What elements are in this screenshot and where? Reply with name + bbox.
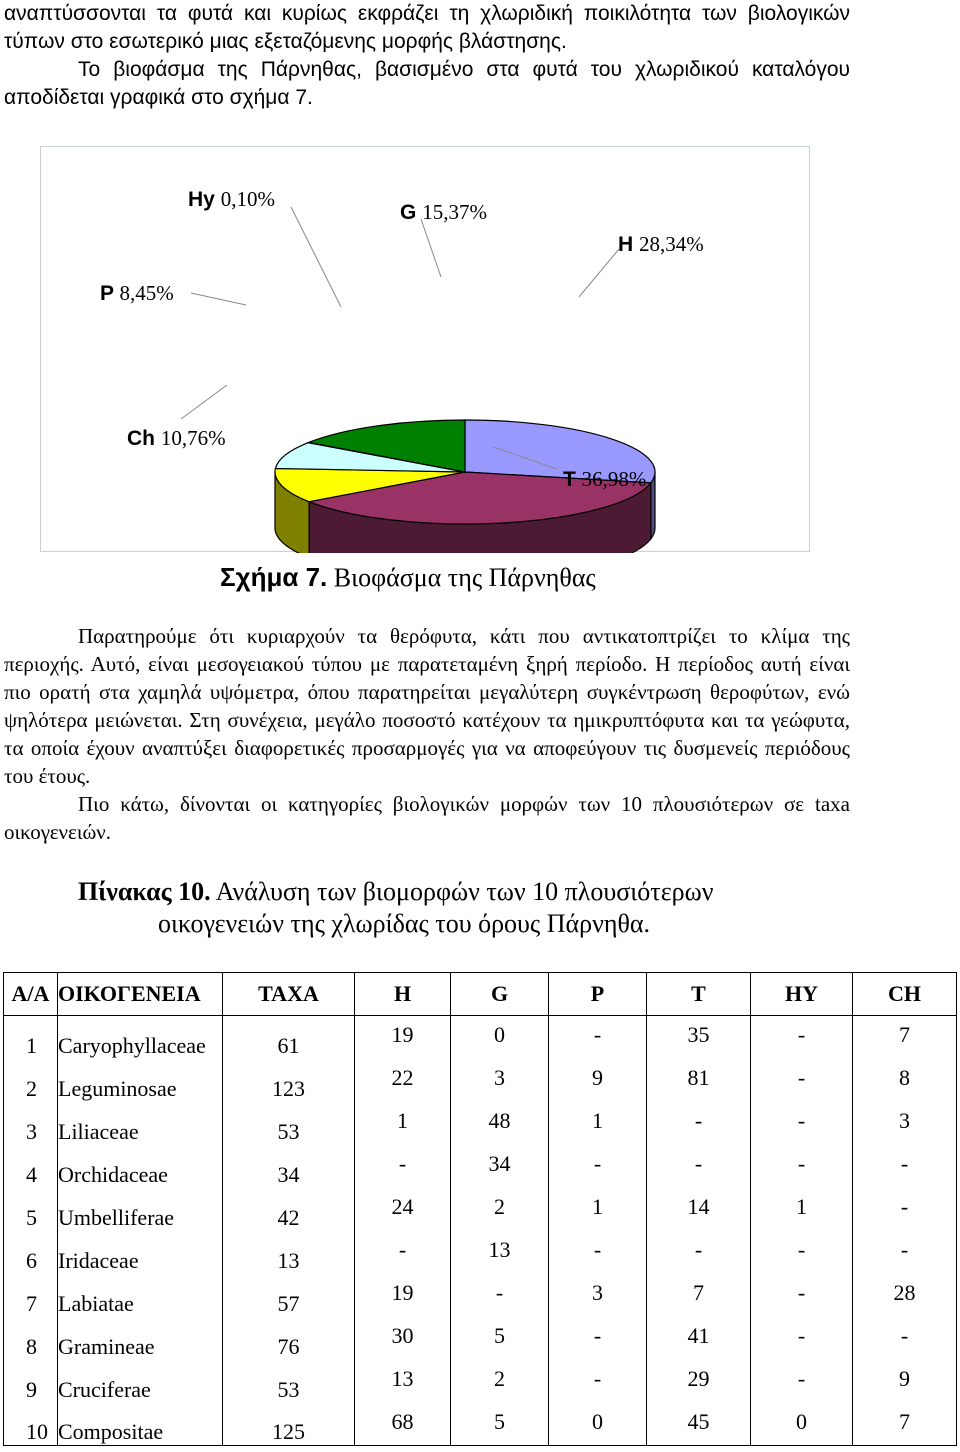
biomorph-value-cell: 14 (647, 1188, 751, 1231)
pie-leader-line (181, 385, 227, 419)
table-header-cell: P (549, 973, 647, 1016)
table-row (4, 1403, 957, 1446)
biomorph-value-cell: 24 (355, 1188, 451, 1231)
pie-label-value: 10,76% (160, 426, 226, 450)
pie-label-p (100, 281, 174, 306)
taxa-cell: 76 (223, 1317, 355, 1360)
pie-label-h (618, 232, 704, 257)
figure-caption (220, 562, 596, 593)
biomorph-value-cell: - (853, 1231, 957, 1274)
biomorph-value-cell: 0 (549, 1403, 647, 1446)
biomorph-value-cell: 7 (853, 1016, 957, 1059)
table-caption-line-1 (78, 877, 713, 906)
table-header-cell: T (647, 973, 751, 1016)
biomorph-value-cell: - (549, 1360, 647, 1403)
table-caption-number: Πίνακας 10. (78, 877, 211, 906)
biomorph-value-cell: 0 (451, 1016, 549, 1059)
biomorph-value-cell: 13 (355, 1360, 451, 1403)
pie-label-t (563, 467, 646, 492)
biomorph-value-cell: 5 (451, 1317, 549, 1360)
intro-paragraph-2: Το βιοφάσμα της Πάρνηθας, βασισμένο στα φυτά του χλωριδικού καταλόγου αποδίδεται γραφικά στο σχήμα 7. (4, 58, 850, 109)
intro-paragraph-1: αναπτύσσονται τα φυτά και κυρίως εκφράζει τη χλωριδική ποικιλότητα των βιολογικών τύπων στο εσωτερικό μιας εξεταζόμενης μορφής βλάστησης. (4, 2, 850, 53)
biomorph-value-cell: 9 (549, 1059, 647, 1102)
biomorph-value-cell: 1 (549, 1188, 647, 1231)
table-body (4, 1016, 957, 1446)
table-header-cell: H (355, 973, 451, 1016)
row-number-cell: 10 (4, 1403, 58, 1446)
biomorph-value-cell: - (751, 1274, 853, 1317)
family-cell: Compositae (58, 1403, 223, 1446)
table-row (4, 1274, 957, 1317)
biomorph-value-cell: - (549, 1145, 647, 1188)
table-row (4, 1145, 957, 1188)
biomorph-value-cell: - (647, 1145, 751, 1188)
biomorph-value-cell: 19 (355, 1274, 451, 1317)
pie-label-value: 0,10% (220, 187, 275, 211)
biomorph-value-cell: - (751, 1231, 853, 1274)
table-header-cell: CH (853, 973, 957, 1016)
pie-chart (40, 146, 810, 552)
family-cell: Liliaceae (58, 1102, 223, 1145)
biomorph-value-cell: 30 (355, 1317, 451, 1360)
biomorph-value-cell: 0 (751, 1403, 853, 1446)
biomorph-value-cell: - (549, 1016, 647, 1059)
pie-label-value: 8,45% (119, 281, 174, 305)
taxa-cell: 13 (223, 1231, 355, 1274)
family-cell: Umbelliferae (58, 1188, 223, 1231)
row-number-cell: 4 (4, 1145, 58, 1188)
row-number-cell: 9 (4, 1360, 58, 1403)
row-number-cell: 5 (4, 1188, 58, 1231)
family-cell: Cruciferae (58, 1360, 223, 1403)
table-header-cell: TAXA (223, 973, 355, 1016)
body-text (4, 622, 850, 846)
biomorph-value-cell: - (549, 1317, 647, 1360)
table-header-cell: ΟΙΚΟΓΕΝΕΙΑ (58, 973, 223, 1016)
pie-leader-line (191, 293, 246, 305)
biomorph-value-cell: - (751, 1102, 853, 1145)
figure-caption-number: Σχήμα 7. (220, 562, 328, 592)
table-row (4, 1102, 957, 1145)
row-number-cell: 2 (4, 1059, 58, 1102)
taxa-cell: 125 (223, 1403, 355, 1446)
biomorph-table (3, 972, 957, 1446)
pie-label-name: Ch (127, 427, 155, 450)
biomorph-value-cell: - (853, 1188, 957, 1231)
pie-label-name: Hy (188, 188, 215, 211)
biomorph-value-cell: 81 (647, 1059, 751, 1102)
biomorph-value-cell: 3 (549, 1274, 647, 1317)
pie-label-value: 15,37% (422, 200, 487, 224)
family-cell: Labiatae (58, 1274, 223, 1317)
biomorph-value-cell: 1 (751, 1188, 853, 1231)
biomorph-value-cell: - (647, 1102, 751, 1145)
biomorph-value-cell: 41 (647, 1317, 751, 1360)
body-paragraph-1: Παρατηρούμε ότι κυριαρχούν τα θερόφυτα, κάτι που αντικατοπτρίζει το κλίμα της περιοχής. Αυτό, είναι μεσογειακού τύπου με παρατεταμένη ξηρή περίοδο. Η περίοδος αυτή είναι πιο ορατή στα χαμηλά υψόμετρα, όπου παρατηρείται μεγαλύτερη συγκέντρωση θεροφύτων, ενώ ψηλότερα μειώνεται. Στη συνέχεια, μεγάλο ποσοστό κατέχουν τα ημικρυπτόφυτα και τα γεώφυτα, τα οποία έχουν αναπτύξει διαφορετικές προσαρμογές για να αποφεύγουν τις δυσμενείς περιόδους του έτους. (4, 624, 850, 788)
pie-label-name: P (100, 282, 114, 305)
table-row (4, 1317, 957, 1360)
family-cell: Gramineae (58, 1317, 223, 1360)
taxa-cell: 34 (223, 1145, 355, 1188)
biomorph-value-cell: 13 (451, 1231, 549, 1274)
biomorph-value-cell: - (751, 1145, 853, 1188)
table-row (4, 1360, 957, 1403)
biomorph-value-cell: 1 (355, 1102, 451, 1145)
table-caption (78, 876, 713, 940)
pie-leader-line (421, 219, 441, 277)
biomorph-value-cell: 2 (451, 1360, 549, 1403)
pie-leader-line (579, 249, 619, 297)
pie-label-ch (127, 426, 226, 451)
biomorph-value-cell: 7 (853, 1403, 957, 1446)
taxa-cell: 57 (223, 1274, 355, 1317)
taxa-cell: 123 (223, 1059, 355, 1102)
table-caption-line-2: οικογενειών της χλωρίδας του όρους Πάρνηθα. (158, 909, 651, 938)
table-caption-text-1: Ανάλυση των βιομορφών των 10 πλουσιότερων (210, 877, 714, 906)
biomorph-value-cell: 3 (451, 1059, 549, 1102)
taxa-cell: 53 (223, 1360, 355, 1403)
taxa-cell: 53 (223, 1102, 355, 1145)
body-paragraph-2: Πιο κάτω, δίνονται οι κατηγορίες βιολογικών μορφών των 10 πλουσιότερων σε taxa οικογενειών. (4, 792, 850, 844)
family-cell: Iridaceae (58, 1231, 223, 1274)
pie-label-name: H (618, 233, 634, 256)
biomorph-value-cell: - (451, 1274, 549, 1317)
biomorph-value-cell: 1 (549, 1102, 647, 1145)
row-number-cell: 7 (4, 1274, 58, 1317)
biomorph-value-cell: - (751, 1059, 853, 1102)
biomorph-value-cell: 3 (853, 1102, 957, 1145)
taxa-cell: 42 (223, 1188, 355, 1231)
pie-label-name: T (563, 468, 576, 491)
family-cell: Leguminosae (58, 1059, 223, 1102)
row-number-cell: 3 (4, 1102, 58, 1145)
biomorph-value-cell: 45 (647, 1403, 751, 1446)
biomorph-value-cell: 68 (355, 1403, 451, 1446)
table-row (4, 1188, 957, 1231)
family-cell: Caryophyllaceae (58, 1016, 223, 1059)
biomorph-value-cell: 2 (451, 1188, 549, 1231)
taxa-cell: 61 (223, 1016, 355, 1059)
biomorph-value-cell: - (853, 1317, 957, 1360)
row-number-cell: 6 (4, 1231, 58, 1274)
biomorph-value-cell: - (355, 1231, 451, 1274)
biomorph-value-cell: - (751, 1016, 853, 1059)
biomorph-value-cell: - (647, 1231, 751, 1274)
biomorph-value-cell: 7 (647, 1274, 751, 1317)
biomorph-value-cell: 22 (355, 1059, 451, 1102)
pie-label-g (400, 200, 487, 225)
biomorph-value-cell: 28 (853, 1274, 957, 1317)
table-row (4, 1231, 957, 1274)
pie-label-hy (188, 187, 275, 212)
biomorph-value-cell: 29 (647, 1360, 751, 1403)
pie-label-name: G (400, 201, 417, 224)
family-cell: Orchidaceae (58, 1145, 223, 1188)
biomorph-value-cell: 35 (647, 1016, 751, 1059)
pie-leader-line (291, 207, 341, 307)
biomorph-value-cell: 5 (451, 1403, 549, 1446)
biomorph-value-cell: - (751, 1360, 853, 1403)
table-row (4, 1059, 957, 1102)
table-header-cell: Α/Α (4, 973, 58, 1016)
biomorph-value-cell: 34 (451, 1145, 549, 1188)
biomorph-value-cell: 8 (853, 1059, 957, 1102)
table-row (4, 1016, 957, 1059)
table-header-cell: G (451, 973, 549, 1016)
biomorph-value-cell: - (355, 1145, 451, 1188)
figure-caption-text: Βιοφάσμα της Πάρνηθας (327, 563, 596, 592)
table-header-row (4, 973, 957, 1016)
row-number-cell: 1 (4, 1016, 58, 1059)
table-header-cell: HY (751, 973, 853, 1016)
pie-label-value: 28,34% (639, 232, 704, 256)
biomorph-value-cell: 48 (451, 1102, 549, 1145)
row-number-cell: 8 (4, 1317, 58, 1360)
intro-text (4, 0, 850, 112)
biomorph-value-cell: 9 (853, 1360, 957, 1403)
biomorph-value-cell: - (751, 1317, 853, 1360)
biomorph-value-cell: - (549, 1231, 647, 1274)
biomorph-value-cell: - (853, 1145, 957, 1188)
pie-label-value: 36,98% (581, 467, 647, 491)
biomorph-value-cell: 19 (355, 1016, 451, 1059)
